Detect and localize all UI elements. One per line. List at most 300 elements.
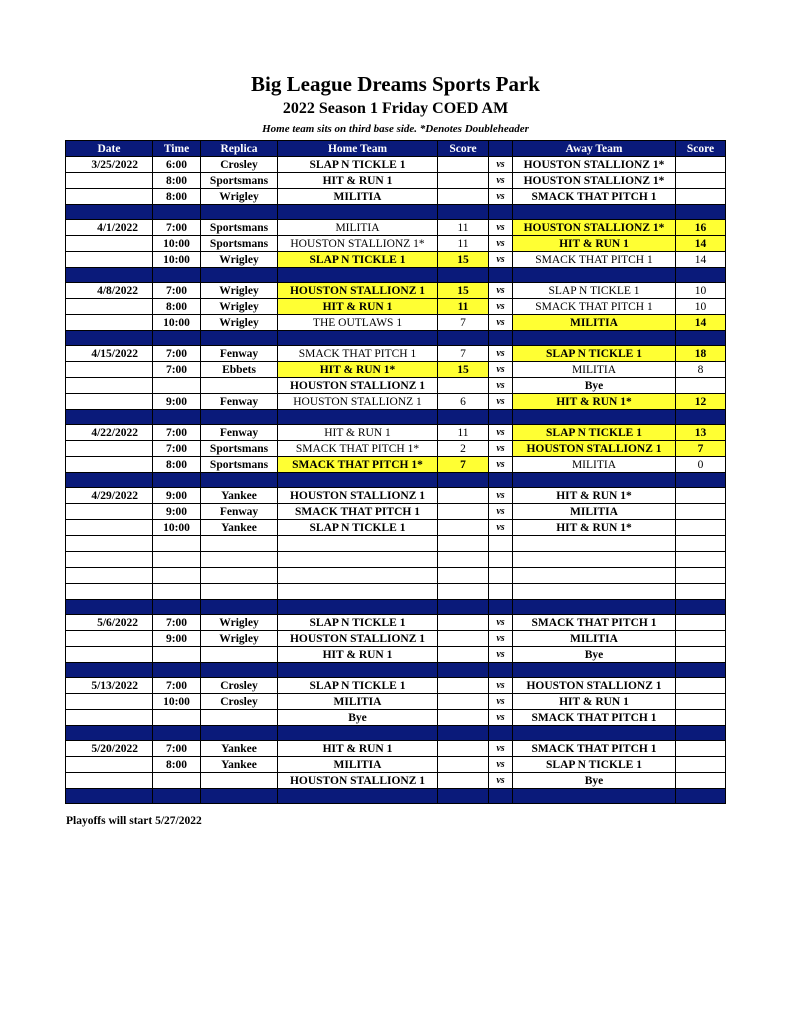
away-score-cell <box>676 694 726 710</box>
date-cell <box>66 520 153 536</box>
home-team-cell: HOUSTON STALLIONZ 1 <box>278 394 438 410</box>
column-header-away-score: Score <box>676 141 726 157</box>
replica-cell <box>201 710 278 726</box>
home-score-cell <box>438 552 489 568</box>
away-team-cell: SMACK THAT PITCH 1 <box>513 615 676 631</box>
table-row <box>66 710 726 726</box>
date-cell <box>66 584 153 600</box>
replica-cell: Sportsmans <box>201 173 278 189</box>
column-header-replica: Replica <box>201 141 278 157</box>
replica-cell: Wrigley <box>201 189 278 205</box>
separator-cell <box>489 205 513 220</box>
table-row <box>66 252 726 268</box>
separator-row <box>66 663 726 678</box>
vs-cell: vs <box>489 488 513 504</box>
separator-cell <box>489 473 513 488</box>
date-cell: 5/6/2022 <box>66 615 153 631</box>
vs-cell <box>489 568 513 584</box>
column-header-home-team: Home Team <box>278 141 438 157</box>
separator-cell <box>278 600 438 615</box>
table-row <box>66 615 726 631</box>
replica-cell: Wrigley <box>201 283 278 299</box>
vs-cell: vs <box>489 694 513 710</box>
separator-row <box>66 789 726 804</box>
home-team-cell: HIT & RUN 1 <box>278 647 438 663</box>
time-cell <box>153 378 201 394</box>
home-team-cell <box>278 536 438 552</box>
vs-cell: vs <box>489 615 513 631</box>
separator-cell <box>66 600 153 615</box>
replica-cell: Wrigley <box>201 299 278 315</box>
table-row <box>66 584 726 600</box>
separator-cell <box>489 663 513 678</box>
away-team-cell: HIT & RUN 1 <box>513 236 676 252</box>
date-cell: 5/13/2022 <box>66 678 153 694</box>
away-score-cell <box>676 157 726 173</box>
separator-cell <box>513 331 676 346</box>
replica-cell <box>201 378 278 394</box>
vs-cell: vs <box>489 362 513 378</box>
time-cell: 10:00 <box>153 520 201 536</box>
table-row <box>66 568 726 584</box>
away-score-cell <box>676 536 726 552</box>
time-cell: 8:00 <box>153 173 201 189</box>
home-team-cell: SLAP N TICKLE 1 <box>278 678 438 694</box>
home-score-cell <box>438 488 489 504</box>
separator-row <box>66 205 726 220</box>
separator-cell <box>438 726 489 741</box>
replica-cell: Wrigley <box>201 631 278 647</box>
separator-cell <box>201 789 278 804</box>
replica-cell <box>201 773 278 789</box>
vs-cell: vs <box>489 741 513 757</box>
date-cell <box>66 536 153 552</box>
away-team-cell: MILITIA <box>513 315 676 331</box>
home-team-cell: SMACK THAT PITCH 1* <box>278 457 438 473</box>
date-cell <box>66 647 153 663</box>
away-score-cell: 12 <box>676 394 726 410</box>
table-row <box>66 299 726 315</box>
vs-cell: vs <box>489 757 513 773</box>
table-row <box>66 520 726 536</box>
time-cell <box>153 647 201 663</box>
home-team-cell: HIT & RUN 1 <box>278 173 438 189</box>
date-cell: 4/1/2022 <box>66 220 153 236</box>
home-score-cell <box>438 504 489 520</box>
separator-cell <box>201 268 278 283</box>
separator-cell <box>153 410 201 425</box>
separator-cell <box>513 410 676 425</box>
away-team-cell: HIT & RUN 1* <box>513 394 676 410</box>
home-team-cell: SMACK THAT PITCH 1 <box>278 504 438 520</box>
away-team-cell: HOUSTON STALLIONZ 1 <box>513 441 676 457</box>
home-score-cell: 11 <box>438 220 489 236</box>
away-team-cell: SLAP N TICKLE 1 <box>513 283 676 299</box>
date-cell <box>66 189 153 205</box>
away-score-cell: 13 <box>676 425 726 441</box>
home-score-cell <box>438 584 489 600</box>
time-cell: 7:00 <box>153 362 201 378</box>
home-team-cell: HIT & RUN 1 <box>278 425 438 441</box>
replica-cell: Sportsmans <box>201 236 278 252</box>
separator-row <box>66 331 726 346</box>
away-score-cell <box>676 504 726 520</box>
away-score-cell <box>676 741 726 757</box>
time-cell: 9:00 <box>153 504 201 520</box>
separator-cell <box>489 268 513 283</box>
away-team-cell: HOUSTON STALLIONZ 1* <box>513 220 676 236</box>
date-cell <box>66 568 153 584</box>
home-score-cell <box>438 773 489 789</box>
time-cell <box>153 584 201 600</box>
separator-cell <box>489 331 513 346</box>
separator-cell <box>66 331 153 346</box>
page-subtitle: 2022 Season 1 Friday COED AM <box>282 100 509 117</box>
vs-cell: vs <box>489 504 513 520</box>
date-cell <box>66 631 153 647</box>
separator-cell <box>438 663 489 678</box>
home-score-cell: 11 <box>438 425 489 441</box>
separator-cell <box>438 789 489 804</box>
home-team-cell: THE OUTLAWS 1 <box>278 315 438 331</box>
column-header-away-team: Away Team <box>513 141 676 157</box>
replica-cell: Yankee <box>201 757 278 773</box>
away-score-cell: 7 <box>676 441 726 457</box>
date-cell <box>66 236 153 252</box>
date-cell <box>66 299 153 315</box>
date-cell: 5/20/2022 <box>66 741 153 757</box>
replica-cell: Wrigley <box>201 315 278 331</box>
vs-cell: vs <box>489 647 513 663</box>
table-row <box>66 773 726 789</box>
separator-cell <box>278 789 438 804</box>
home-score-cell <box>438 741 489 757</box>
replica-cell <box>201 536 278 552</box>
date-cell <box>66 552 153 568</box>
separator-cell <box>676 331 726 346</box>
separator-cell <box>438 410 489 425</box>
home-score-cell: 7 <box>438 315 489 331</box>
vs-cell: vs <box>489 441 513 457</box>
away-team-cell: SLAP N TICKLE 1 <box>513 346 676 362</box>
date-cell <box>66 757 153 773</box>
home-score-cell: 11 <box>438 299 489 315</box>
home-team-cell <box>278 568 438 584</box>
away-score-cell <box>676 488 726 504</box>
home-score-cell: 6 <box>438 394 489 410</box>
separator-cell <box>676 789 726 804</box>
away-team-cell: SLAP N TICKLE 1 <box>513 425 676 441</box>
home-score-cell <box>438 378 489 394</box>
table-row <box>66 394 726 410</box>
home-team-cell: SLAP N TICKLE 1 <box>278 615 438 631</box>
separator-cell <box>153 789 201 804</box>
home-team-cell <box>278 552 438 568</box>
separator-cell <box>513 726 676 741</box>
home-score-cell: 15 <box>438 362 489 378</box>
away-score-cell: 14 <box>676 252 726 268</box>
vs-cell: vs <box>489 520 513 536</box>
away-score-cell: 8 <box>676 362 726 378</box>
replica-cell: Crosley <box>201 678 278 694</box>
date-cell: 3/25/2022 <box>66 157 153 173</box>
schedule-table <box>65 140 726 804</box>
home-score-cell <box>438 615 489 631</box>
home-team-cell: HOUSTON STALLIONZ 1* <box>278 236 438 252</box>
table-header-row <box>66 141 726 157</box>
home-team-cell: MILITIA <box>278 220 438 236</box>
date-cell <box>66 394 153 410</box>
home-team-cell: MILITIA <box>278 694 438 710</box>
page-title: Big League Dreams Sports Park <box>251 72 540 96</box>
replica-cell: Yankee <box>201 488 278 504</box>
home-score-cell: 15 <box>438 252 489 268</box>
table-row <box>66 757 726 773</box>
home-team-cell: SMACK THAT PITCH 1* <box>278 441 438 457</box>
replica-cell: Wrigley <box>201 615 278 631</box>
away-team-cell: SMACK THAT PITCH 1 <box>513 710 676 726</box>
home-team-cell: MILITIA <box>278 757 438 773</box>
time-cell <box>153 773 201 789</box>
separator-cell <box>489 726 513 741</box>
away-score-cell <box>676 189 726 205</box>
date-cell <box>66 504 153 520</box>
home-team-cell <box>278 584 438 600</box>
time-cell: 10:00 <box>153 315 201 331</box>
separator-cell <box>66 726 153 741</box>
replica-cell: Crosley <box>201 694 278 710</box>
column-header-home-score: Score <box>438 141 489 157</box>
away-team-cell <box>513 536 676 552</box>
date-cell: 4/15/2022 <box>66 346 153 362</box>
home-score-cell <box>438 520 489 536</box>
table-row <box>66 631 726 647</box>
replica-cell: Wrigley <box>201 252 278 268</box>
separator-cell <box>66 663 153 678</box>
vs-cell <box>489 584 513 600</box>
vs-cell: vs <box>489 394 513 410</box>
time-cell: 7:00 <box>153 220 201 236</box>
home-team-cell: HIT & RUN 1* <box>278 362 438 378</box>
separator-cell <box>278 663 438 678</box>
away-team-cell: MILITIA <box>513 631 676 647</box>
table-row <box>66 362 726 378</box>
separator-cell <box>153 473 201 488</box>
replica-cell: Sportsmans <box>201 220 278 236</box>
vs-cell: vs <box>489 189 513 205</box>
table-row <box>66 536 726 552</box>
separator-row <box>66 726 726 741</box>
separator-cell <box>153 600 201 615</box>
home-score-cell <box>438 631 489 647</box>
away-score-cell: 18 <box>676 346 726 362</box>
vs-cell: vs <box>489 173 513 189</box>
vs-cell: vs <box>489 773 513 789</box>
vs-cell: vs <box>489 299 513 315</box>
separator-cell <box>201 410 278 425</box>
time-cell: 7:00 <box>153 741 201 757</box>
away-team-cell: Bye <box>513 378 676 394</box>
date-cell: 4/8/2022 <box>66 283 153 299</box>
away-team-cell: MILITIA <box>513 362 676 378</box>
replica-cell <box>201 647 278 663</box>
away-score-cell <box>676 757 726 773</box>
time-cell: 8:00 <box>153 457 201 473</box>
home-team-cell: SMACK THAT PITCH 1 <box>278 346 438 362</box>
table-row <box>66 315 726 331</box>
away-score-cell <box>676 552 726 568</box>
separator-cell <box>676 410 726 425</box>
column-header-vs <box>489 141 513 157</box>
home-score-cell <box>438 173 489 189</box>
replica-cell: Fenway <box>201 394 278 410</box>
home-score-cell: 2 <box>438 441 489 457</box>
separator-cell <box>201 663 278 678</box>
away-team-cell: Bye <box>513 647 676 663</box>
separator-cell <box>66 410 153 425</box>
separator-cell <box>201 331 278 346</box>
replica-cell: Fenway <box>201 425 278 441</box>
vs-cell: vs <box>489 220 513 236</box>
separator-cell <box>676 205 726 220</box>
home-score-cell <box>438 568 489 584</box>
away-score-cell: 10 <box>676 283 726 299</box>
time-cell: 8:00 <box>153 757 201 773</box>
separator-cell <box>201 205 278 220</box>
vs-cell: vs <box>489 252 513 268</box>
separator-cell <box>153 726 201 741</box>
separator-cell <box>153 268 201 283</box>
playoffs-note: Playoffs will start 5/27/2022 <box>66 815 202 827</box>
separator-row <box>66 268 726 283</box>
time-cell: 7:00 <box>153 283 201 299</box>
separator-cell <box>153 331 201 346</box>
separator-row <box>66 600 726 615</box>
table-row <box>66 647 726 663</box>
table-row <box>66 441 726 457</box>
time-cell <box>153 710 201 726</box>
home-score-cell: 11 <box>438 236 489 252</box>
date-cell <box>66 441 153 457</box>
separator-cell <box>489 410 513 425</box>
column-header-time: Time <box>153 141 201 157</box>
replica-cell <box>201 552 278 568</box>
date-cell <box>66 173 153 189</box>
time-cell: 7:00 <box>153 615 201 631</box>
date-cell <box>66 252 153 268</box>
away-score-cell: 14 <box>676 315 726 331</box>
table-row <box>66 157 726 173</box>
separator-cell <box>66 268 153 283</box>
separator-cell <box>278 726 438 741</box>
separator-cell <box>513 205 676 220</box>
date-cell <box>66 362 153 378</box>
time-cell <box>153 568 201 584</box>
separator-cell <box>201 473 278 488</box>
date-cell <box>66 457 153 473</box>
separator-cell <box>489 600 513 615</box>
away-team-cell: HIT & RUN 1* <box>513 520 676 536</box>
away-team-cell: HOUSTON STALLIONZ 1* <box>513 173 676 189</box>
away-team-cell: SLAP N TICKLE 1 <box>513 757 676 773</box>
home-score-cell <box>438 189 489 205</box>
home-score-cell <box>438 694 489 710</box>
table-row <box>66 220 726 236</box>
separator-cell <box>676 268 726 283</box>
table-row <box>66 741 726 757</box>
away-score-cell <box>676 710 726 726</box>
away-score-cell <box>676 568 726 584</box>
away-score-cell: 0 <box>676 457 726 473</box>
time-cell: 9:00 <box>153 394 201 410</box>
separator-row <box>66 410 726 425</box>
schedule-body <box>66 157 726 804</box>
table-row <box>66 425 726 441</box>
time-cell: 9:00 <box>153 488 201 504</box>
time-cell: 10:00 <box>153 252 201 268</box>
replica-cell: Sportsmans <box>201 457 278 473</box>
schedule-note: Home team sits on third base side. *Denotes Doubleheader <box>262 123 529 135</box>
separator-cell <box>513 789 676 804</box>
away-score-cell <box>676 647 726 663</box>
replica-cell: Fenway <box>201 346 278 362</box>
home-score-cell <box>438 678 489 694</box>
date-cell: 4/29/2022 <box>66 488 153 504</box>
time-cell: 6:00 <box>153 157 201 173</box>
replica-cell: Yankee <box>201 520 278 536</box>
separator-cell <box>676 473 726 488</box>
date-cell <box>66 378 153 394</box>
replica-cell <box>201 584 278 600</box>
vs-cell: vs <box>489 283 513 299</box>
column-header-date: Date <box>66 141 153 157</box>
away-score-cell <box>676 773 726 789</box>
home-score-cell <box>438 647 489 663</box>
separator-cell <box>66 789 153 804</box>
vs-cell: vs <box>489 678 513 694</box>
time-cell: 7:00 <box>153 425 201 441</box>
away-score-cell: 10 <box>676 299 726 315</box>
home-team-cell: HOUSTON STALLIONZ 1 <box>278 283 438 299</box>
table-row <box>66 552 726 568</box>
away-team-cell <box>513 552 676 568</box>
home-team-cell: MILITIA <box>278 189 438 205</box>
vs-cell: vs <box>489 631 513 647</box>
date-cell <box>66 710 153 726</box>
home-team-cell: HOUSTON STALLIONZ 1 <box>278 773 438 789</box>
separator-cell <box>676 600 726 615</box>
vs-cell: vs <box>489 378 513 394</box>
away-team-cell <box>513 584 676 600</box>
away-team-cell <box>513 568 676 584</box>
home-team-cell: Bye <box>278 710 438 726</box>
away-team-cell: MILITIA <box>513 457 676 473</box>
away-team-cell: SMACK THAT PITCH 1 <box>513 252 676 268</box>
separator-row <box>66 473 726 488</box>
away-team-cell: SMACK THAT PITCH 1 <box>513 299 676 315</box>
separator-cell <box>201 726 278 741</box>
vs-cell: vs <box>489 315 513 331</box>
home-score-cell <box>438 757 489 773</box>
vs-cell: vs <box>489 710 513 726</box>
date-cell <box>66 694 153 710</box>
time-cell: 7:00 <box>153 678 201 694</box>
table-row <box>66 488 726 504</box>
table-row <box>66 694 726 710</box>
separator-cell <box>278 331 438 346</box>
time-cell: 7:00 <box>153 346 201 362</box>
vs-cell: vs <box>489 157 513 173</box>
